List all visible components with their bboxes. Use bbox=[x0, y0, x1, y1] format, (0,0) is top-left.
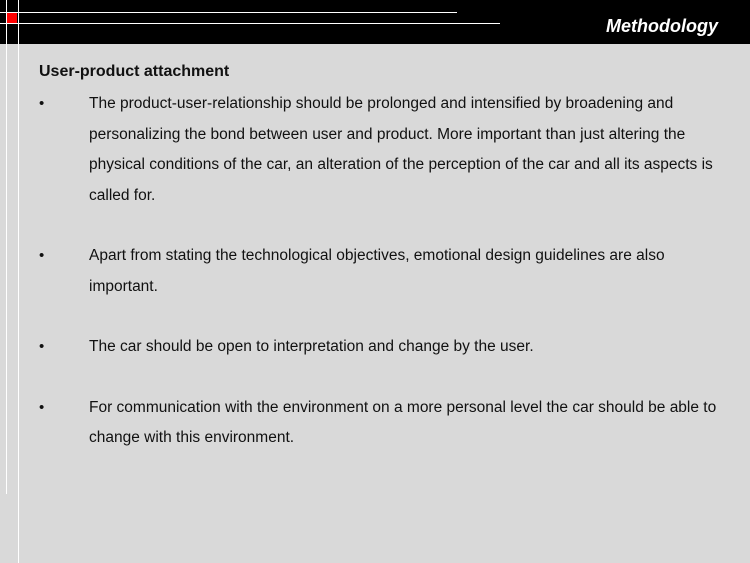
list-item bbox=[39, 393, 739, 454]
decorative-horizontal-line bbox=[0, 12, 457, 13]
bullet-list bbox=[39, 89, 739, 454]
bullet-icon: • bbox=[39, 247, 45, 264]
list-item bbox=[39, 89, 739, 211]
bullet-text: The product-user-relationship should be prolonged and intensified by broadening and personalizing the bond between user and product. More important than just altering the physical conditions of the car, an alteration of the perception of the car and all its aspects is called for. bbox=[89, 95, 713, 204]
slide-title: Methodology bbox=[606, 16, 718, 36]
bullet-icon: • bbox=[39, 95, 45, 112]
decorative-horizontal-line bbox=[0, 23, 500, 24]
decorative-vertical-line bbox=[6, 0, 7, 494]
bullet-text: Apart from stating the technological objectives, emotional design guidelines are also important. bbox=[89, 247, 665, 295]
decorative-vertical-line bbox=[18, 0, 19, 563]
bullet-text: The car should be open to interpretation and change by the user. bbox=[89, 338, 534, 355]
bullet-icon: • bbox=[39, 338, 45, 355]
bullet-icon: • bbox=[39, 398, 45, 416]
bullet-text: For communication with the environment on a more personal level the car should be able to change with this environment. bbox=[89, 398, 717, 446]
red-accent-square bbox=[7, 13, 17, 23]
section-title: User-product attachment bbox=[39, 63, 230, 80]
list-item bbox=[39, 241, 739, 302]
slide-content bbox=[39, 60, 739, 454]
list-item bbox=[39, 332, 739, 363]
